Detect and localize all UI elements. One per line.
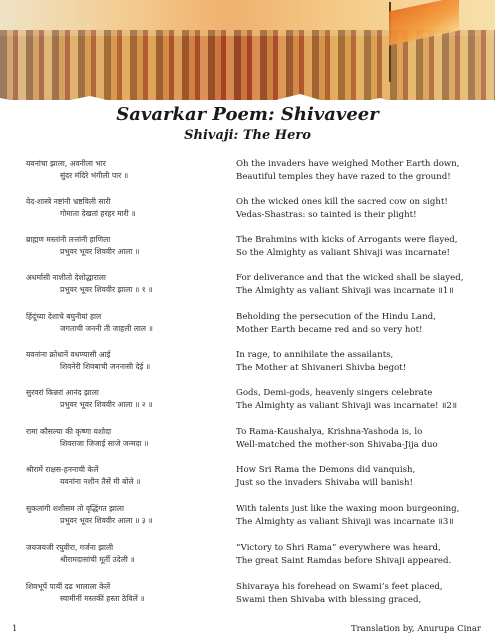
verse-row <box>0 196 495 232</box>
verse-row <box>0 542 495 578</box>
english-translation: To Rama-Kaushalya, Krishna-Yashoda is, lo Well-matched the mother-son Shivaba-Jija duo <box>236 427 438 450</box>
verse-row <box>0 426 495 462</box>
page-title: Savarkar Poem: Shivaveer <box>116 104 379 125</box>
english-translation: The Brahmins with kicks of Arrogants were flayed, So the Almighty as valiant Shivaji was incarnate! <box>236 235 458 258</box>
page-number: 1 <box>12 624 18 634</box>
marathi-verse: यवनांना क्रोधानें वधण्यासी आई शिवनेरी शिवबाची जननासी देई ॥ <box>26 350 151 371</box>
verse-row <box>0 158 495 194</box>
marathi-verse: ब्राह्मण मस्तांनी लत्तांनी हाणिला प्रभुवर भूवर शिववीर आला ॥ <box>26 235 140 256</box>
marathi-verse: सुरवरां किन्नरां आनंद झाला प्रभुवर भूवर शिववीर आला ॥ २ ॥ <box>26 388 153 409</box>
marathi-verse: जयजयजी रघुवीरा, गर्जना झाली श्रीरामदासांची मूर्ती उदेली ॥ <box>26 543 135 564</box>
english-translation: Shivaraya his forehead on Swami’s feet placed, Swami then Shivaba with blessing graced, <box>236 582 443 605</box>
header-banner-image <box>0 0 495 100</box>
marathi-verse: वेद-शास्त्रे नष्टांनी भ्रष्टविली सारी गोमाता देखतां हरहर मारी ॥ <box>26 197 136 218</box>
english-translation: “Victory to Shri Rama” everywhere was heard, The great Saint Ramdas before Shivaji appeared. <box>236 543 452 566</box>
verse-row <box>0 272 495 308</box>
marathi-verse: सुकलांगी शशीसम तो वृद्धिंगत झाला प्रभुवर भूवर शिववीर आला ॥ ३ ॥ <box>26 504 153 525</box>
english-translation: Oh the invaders have weighed Mother Earth down, Beautiful temples they have razed to the ground! <box>236 159 460 182</box>
english-translation: How Sri Rama the Demons did vanquish, Just so the invaders Shivaba will banish! <box>236 465 416 488</box>
verse-row <box>0 581 495 617</box>
marathi-verse: रामा कौसल्या की कृष्णा यशोदा शिवराजा जिजाई साजे जन्मदा ॥ <box>26 427 149 448</box>
english-translation: Beholding the persecution of the Hindu Land, Mother Earth became red and so very hot! <box>236 312 436 335</box>
marathi-verse: यवनांचा झाला, अवनीला भार सुंदर मंदिरे भंगीली पार ॥ <box>26 159 129 180</box>
verse-row <box>0 387 495 423</box>
verse-row <box>0 464 495 500</box>
marathi-verse: श्रीरामें राक्षस-हननाची केलें यवनांना नशीन तैसें मी बोले ॥ <box>26 465 141 486</box>
verse-row <box>0 311 495 347</box>
english-translation: Gods, Demi-gods, heavenly singers celebrate The Almighty as valiant Shivaji was incarnate! ॥2॥ <box>236 388 457 411</box>
english-translation: In rage, to annihilate the assailants, The Mother at Shivaneri Shivba begot! <box>236 350 407 373</box>
verse-row <box>0 503 495 539</box>
english-translation: With talents just like the waxing moon burgeoning, The Almighty as valiant Shivaji was incarnate ॥3॥ <box>236 504 460 527</box>
marathi-verse: शिवभूपें पायीं दढ भालाला केलें स्वामीनीं मस्तकीं हस्ता ठेविलें ॥ <box>26 582 145 603</box>
page-subtitle: Shivaji: The Hero <box>184 128 311 143</box>
marathi-verse: अधर्मासी नाशीतो देशोद्धाराला प्रभुवर भूवर शिववीर झाला ॥ १ ॥ <box>26 273 153 294</box>
marathi-verse: हिंदूंच्या देशाचे बघुनीयां हाल जगताची जननी ती जाहली लाल ॥ <box>26 312 153 333</box>
english-translation: For deliverance and that the wicked shall be slayed, The Almighty as valiant Shivaji was incarnate ॥1॥ <box>236 273 464 296</box>
english-translation: Oh the wicked ones kill the sacred cow on sight! Vedas-Shastras: so tainted is their plight! <box>236 197 448 220</box>
verse-row <box>0 349 495 385</box>
translation-credit: Translation by, Anurupa Cinar <box>350 624 481 634</box>
verse-row <box>0 234 495 270</box>
